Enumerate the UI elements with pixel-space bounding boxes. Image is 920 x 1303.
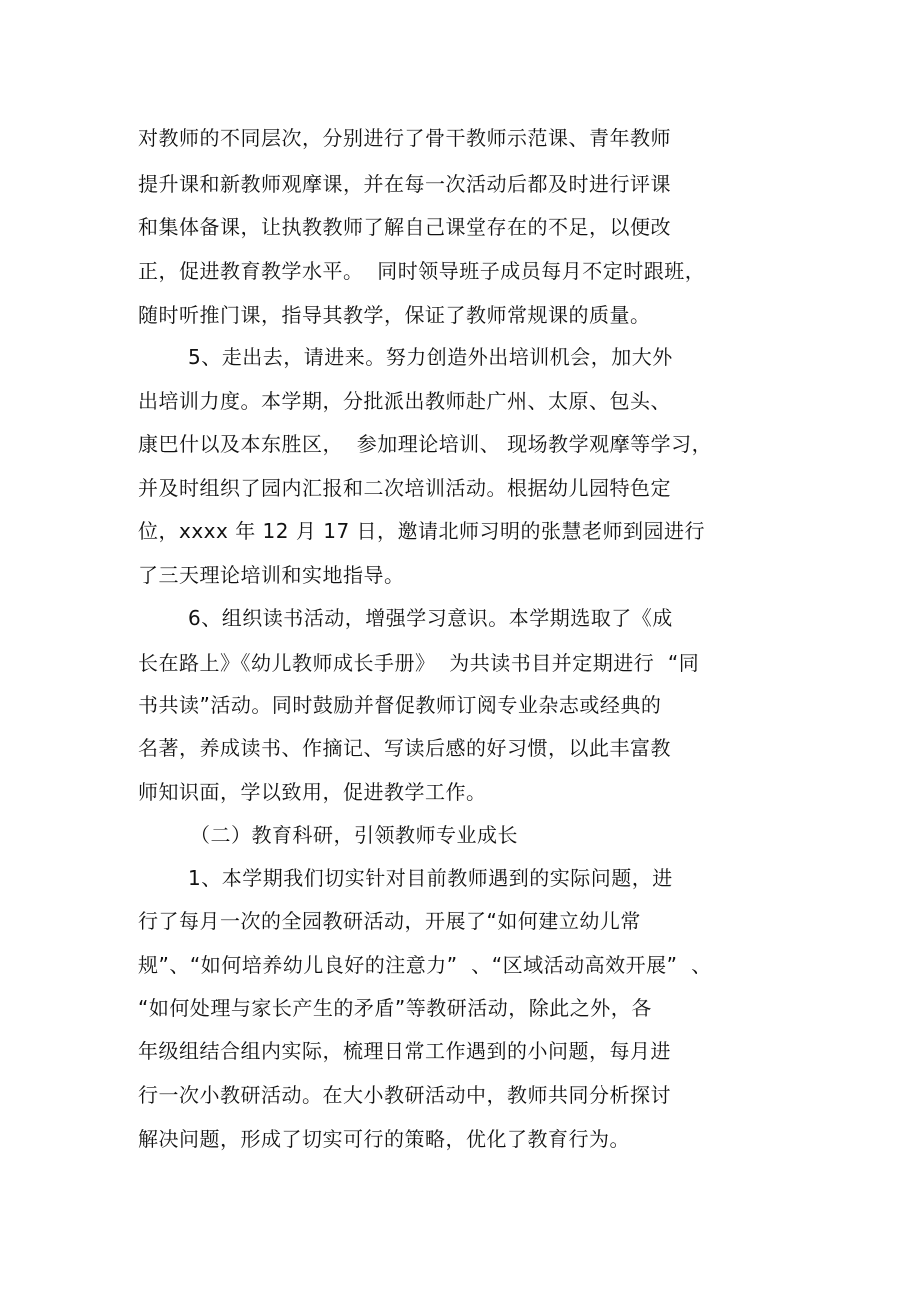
paragraph-line: 正，促进教育教学水平。 同时领导班子成员每月不定时跟班， — [138, 259, 706, 283]
paragraph-line: 6、组织读书活动，增强学习意识。本学期选取了《成 — [188, 606, 673, 630]
paragraph-line: 行一次小教研活动。在大小教研活动中，教师共同分析探讨 — [138, 1083, 671, 1107]
paragraph-line: 名著，养成读书、作摘记、写读后感的好习惯，以此丰富教 — [138, 736, 671, 760]
paragraph-line: 师知识面，学以致用，促进教学工作。 — [138, 780, 487, 804]
paragraph-line: 位，xxxx 年 12 月 17 日，邀请北师习明的张慧老师到园进行 — [138, 519, 706, 543]
paragraph-line: 并及时组织了园内汇报和二次培训活动。根据幼儿园特色定 — [138, 476, 671, 500]
paragraph-line: 随时听推门课，指导其教学，保证了教师常规课的质量。 — [138, 303, 651, 327]
section-heading: （二）教育科研，引领教师专业成长 — [190, 823, 518, 847]
paragraph-line: 和集体备课，让执教教师了解自己课堂存在的不足，以便改 — [138, 215, 671, 239]
paragraph-line: 了三天理论培训和实地指导。 — [138, 563, 405, 587]
paragraph-line: 提升课和新教师观摩课，并在每一次活动后都及时进行评课 — [138, 172, 671, 196]
paragraph-line: “如何处理与家长产生的矛盾”等教研活动，除此之外，各 — [138, 996, 652, 1020]
paragraph-line: 1、本学期我们切实针对目前教师遇到的实际问题，进 — [188, 866, 673, 890]
paragraph-line: 年级组结合组内实际，梳理日常工作遇到的小问题，每月进 — [138, 1039, 671, 1063]
paragraph-line: 康巴什以及本东胜区， 参加理论培训、 现场教学观摩等学习， — [138, 432, 713, 456]
paragraph-line: 出培训力度。本学期，分批派出教师赴广州、太原、包头、 — [138, 389, 671, 413]
paragraph-line: 规”、“如何培养幼儿良好的注意力” 、“区域活动高效开展” 、 — [138, 953, 712, 977]
paragraph-line: 5、走出去，请进来。努力创造外出培训机会，加大外 — [188, 345, 673, 369]
paragraph-line: 长在路上》《幼儿教师成长手册》 为共读书目并定期进行 “同 — [138, 651, 700, 675]
paragraph-line: 行了每月一次的全园教研活动，开展了“如何建立幼儿常 — [138, 909, 641, 933]
paragraph-line: 对教师的不同层次，分别进行了骨干教师示范课、青年教师 — [138, 126, 671, 150]
paragraph-line: 解决问题，形成了切实可行的策略，优化了教育行为。 — [138, 1127, 630, 1151]
paragraph-line: 书共读”活动。同时鼓励并督促教师订阅专业杂志或经典的 — [138, 693, 662, 717]
